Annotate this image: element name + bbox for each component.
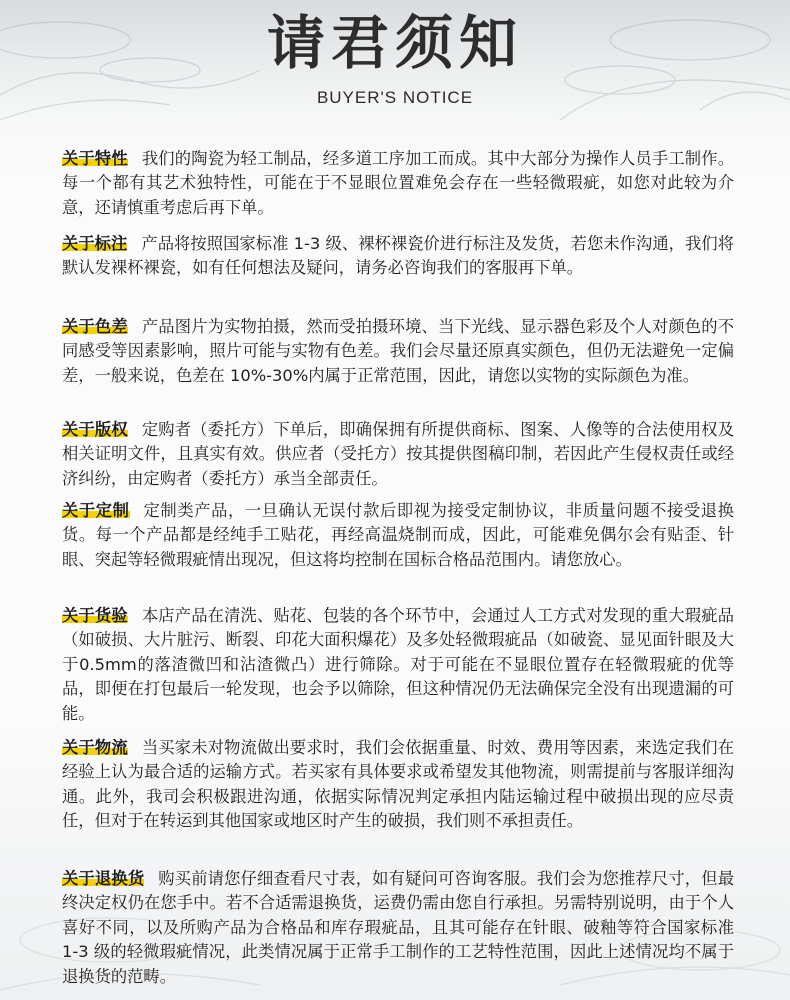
notice-item-features <box>62 147 734 220</box>
notice-item-color-difference <box>62 315 734 388</box>
notice-text: 定购者（委托方）下单后，即确保拥有所提供商标、图案、人像等的合法使用权及相关证明文件，且真实有效。供应者（受托方）按其提供图稿印制，若因此产生侵权责任或经济纠纷，由定购者（委托方）承当全部责任。 <box>62 420 734 488</box>
notice-item-labeling <box>62 232 734 281</box>
notice-item-logistics <box>62 736 734 834</box>
notice-text: 产品图片为实物拍摄，然而受拍摄环境、当下光线、显示器色彩及个人对颜色的不同感受等因素影响，照片可能与实物有色差。我们会尽量还原真实颜色，但仍无法避免一定偏差，一般来说，色差在 10%-30%内属于正常范围，因此，请您以实物的实际颜色为准。 <box>62 317 734 385</box>
notice-label: 关于特性 <box>62 149 128 168</box>
notice-item-inspection <box>62 604 734 726</box>
notice-item-customization <box>62 499 734 572</box>
notice-text: 本店产品在清洗、贴花、包装的各个环节中，会通过人工方式对发现的重大瑕疵品（如破损、大片脏污、断裂、印花大面积爆花）及多处轻微瑕疵品（如破瓷、显见面针眼及大于0.5mm的落渣微凹和沾渣微凸）进行筛除。对于可能在不显眼位置存在轻微瑕疵的优等品，即便在打包最后一轮发现，也会予以筛除，但这种情况仍无法确保完全没有出现遗漏的可能。 <box>62 606 734 723</box>
notice-label: 关于标注 <box>62 234 128 253</box>
notice-label: 关于色差 <box>62 317 128 336</box>
notice-item-copyright <box>62 418 734 491</box>
notice-label: 关于退换货 <box>62 869 145 888</box>
notice-text: 定制类产品，一旦确认无误付款后即视为接受定制协议，非质量问题不接受退换货。每一个产品都是经纯手工贴花，再经高温烧制而成，因此，可能难免偶尔会有贴歪、针眼、突起等轻微瑕疵情出现况，但这将均控制在国标合格品范围内。请您放心。 <box>62 501 734 569</box>
notice-text: 当买家未对物流做出要求时，我们会依据重量、时效、费用等因素，来选定我们在经验上认为最合适的运输方式。若买家有具体要求或希望发其他物流，则需提前与客服详细沟通。此外，我司会积极跟进沟通，依据实际情况判定承担内陆运输过程中破损出现的应尽责任，但对于在转运到其他国家或地区时产生的破损，我们则不承担责任。 <box>62 738 734 831</box>
page-subtitle: BUYER'S NOTICE <box>316 88 474 107</box>
notice-header <box>0 0 790 120</box>
notice-label: 关于版权 <box>62 420 128 439</box>
notice-text: 购买前请您仔细查看尺寸表，如有疑问可咨询客服。我们会为您推荐尺寸，但最终决定权仍在您手中。若不合适需退换货，运费仍需由您自行承担。另需特别说明，由于个人喜好不同，以及所购产品为合格品和库存瑕疵品，且其可能存在针眼、破釉等符合国家标准 1-3 级的轻微瑕疵情况，此类情况属于正常手工制作的工艺特性范围，因此上述情况均不属于退换货的范畴。 <box>62 869 734 986</box>
notice-item-returns <box>62 867 734 989</box>
page-title: 请君须知 <box>266 9 523 77</box>
notice-text: 产品将按照国家标准 1-3 级、裸杯裸瓷价进行标注及发货，若您未作沟通，我们将默认发裸杯裸瓷，如有任何想法及疑问，请务必咨询我们的客服再下单。 <box>62 234 734 278</box>
notice-text: 我们的陶瓷为轻工制品，经多道工序加工而成。其中大部分为操作人员手工制作。每一个都有其艺术独特性，可能在于不显眼位置难免会存在一些轻微瑕疵，如您对此较为介意，还请慎重考虑后再下单。 <box>62 149 734 217</box>
notice-label: 关于物流 <box>62 738 128 757</box>
notice-label: 关于货验 <box>62 606 128 625</box>
notice-label: 关于定制 <box>62 501 130 520</box>
